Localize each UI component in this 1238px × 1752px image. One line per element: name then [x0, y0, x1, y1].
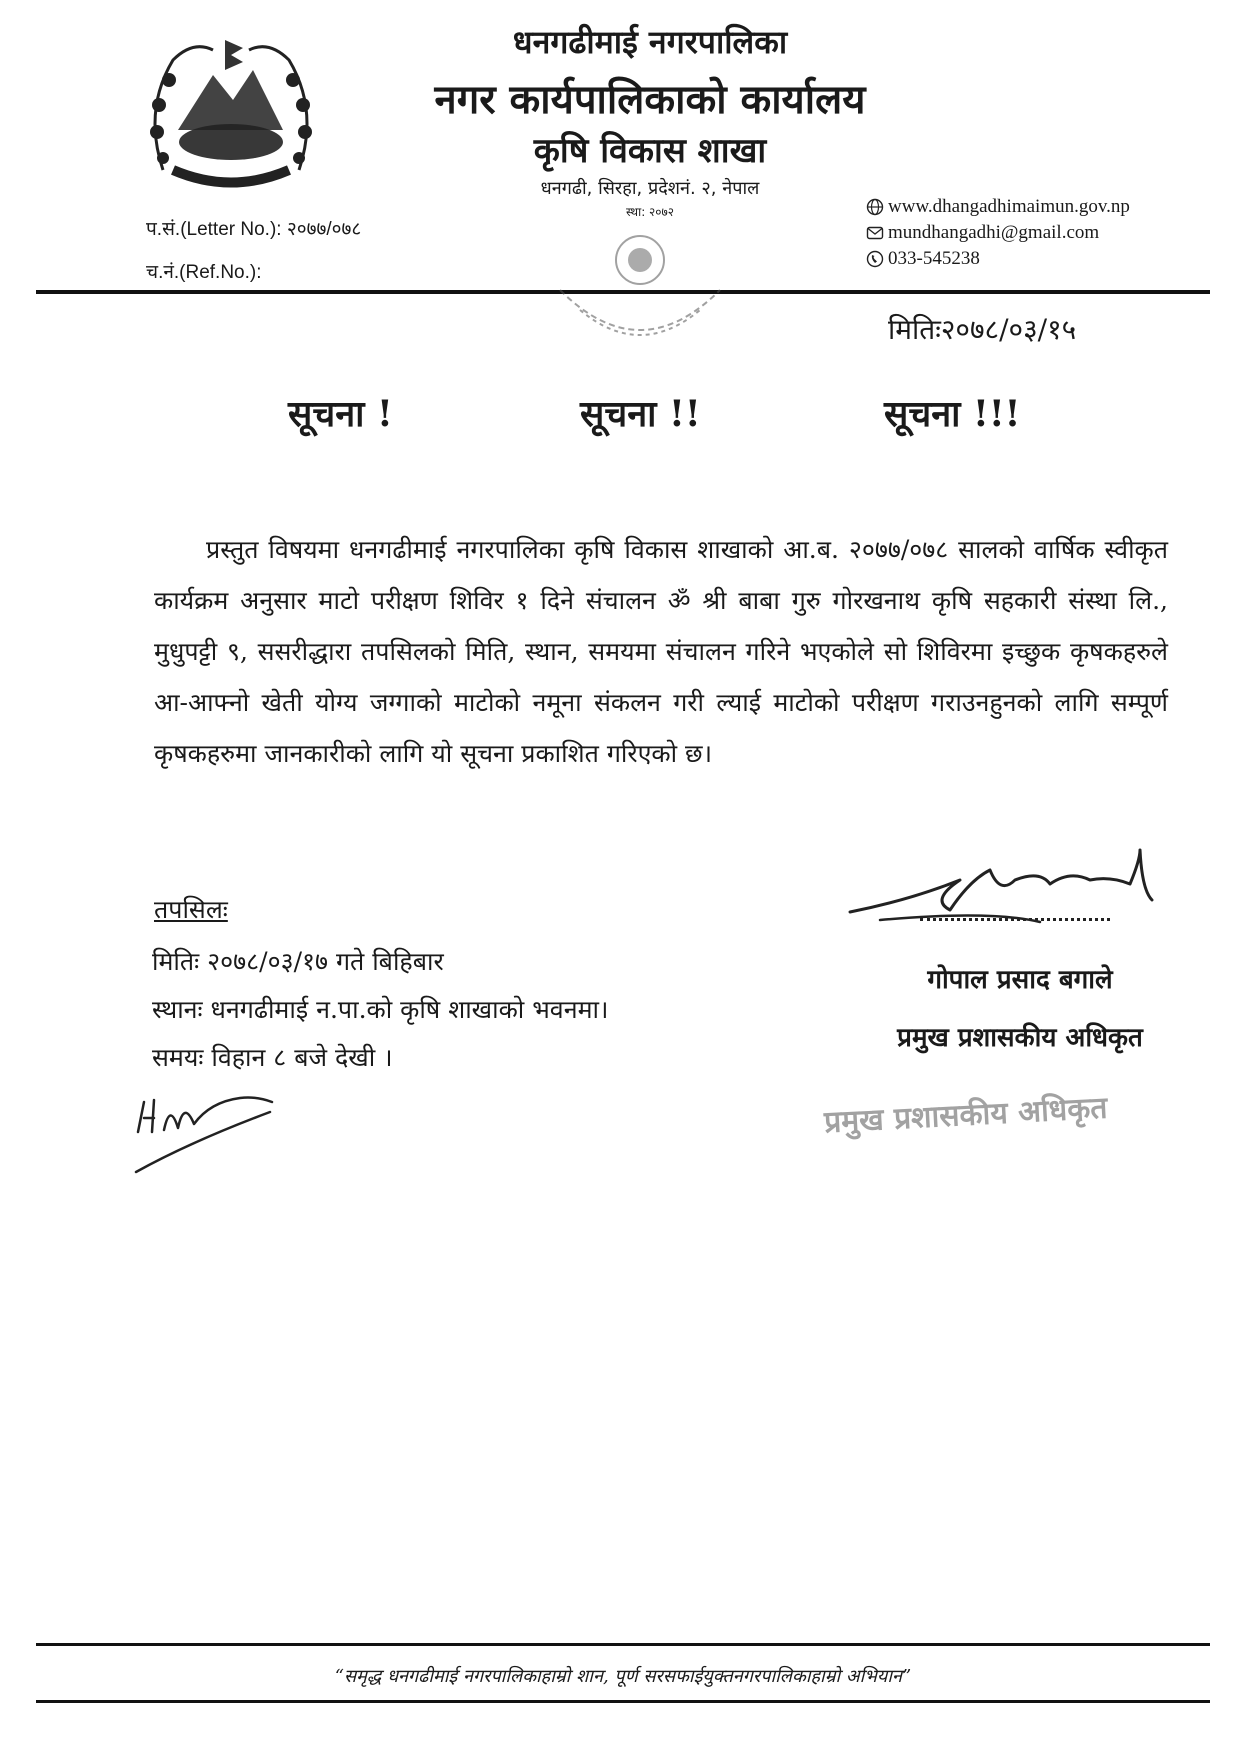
notice-heading-2: सूचना !! — [580, 393, 701, 435]
globe-icon — [866, 198, 884, 216]
footer-divider-bottom — [36, 1700, 1210, 1703]
letter-number: प.सं.(Letter No.): २०७७/०७८ — [146, 219, 362, 240]
website-link[interactable]: www.dhangadhimaimun.gov.np — [888, 196, 1130, 217]
signatory-title: प्रमुख प्रशासकीय अधिकृत — [897, 1023, 1143, 1053]
notice-body: प्रस्तुत विषयमा धनगढीमाई नगरपालिका कृषि विकास शाखाको आ.ब. २०७७/०७८ सालको वार्षिक स्वीकृत कार्यक्रम अनुसार माटो परीक्षण शिविर १ दिने संचालन ॐ श्री बाबा गुरु गोरखनाथ कृषि सहकारी संस्था लि., मुधुपट्टी ९, ससरीद्धारा तपसिलको मिति, स्थान, समयमा संचालन गरिने भएकोले सो शिविरमा इच्छुक कृषकहरुले आ-आफ्नो खेती योग्य जग्गाको माटोको नमूना संकलन गरी ल्याई माटोको परीक्षण गराउनहुनको लागि सम्पूर्ण कृषकहरुमा जानकारीको लागि यो सूचना प्रकाशित गरिएको छ। — [154, 535, 1168, 768]
branch-name: कृषि विकास शाखा — [533, 131, 767, 171]
reference-number: च.नं.(Ref.No.): — [146, 262, 262, 283]
designation-stamp — [816, 1080, 1116, 1150]
letter-date: मितिः२०७८/०३/१५ — [888, 313, 1077, 346]
municipality-name: धनगढीमाई नगरपालिका — [512, 23, 788, 61]
office-name: नगर कार्यपालिकाको कार्यालय — [434, 76, 866, 123]
footer-slogan: “समृद्ध धनगढीमाई नगरपालिकाहाम्रो शान, पूर्ण सरसफाईयुक्तनगरपालिकाहाम्रो अभियान” — [334, 1666, 912, 1687]
email-link[interactable]: mundhangadhi@gmail.com — [888, 222, 1100, 243]
svg-text:प्रमुख प्रशासकीय अधिकृत: प्रमुख प्रशासकीय अधिकृत — [823, 1090, 1109, 1141]
details-time: समयः विहान ८ बजे देखी । — [152, 1043, 393, 1072]
notice-heading-3: सूचना !!! — [884, 393, 1021, 435]
footer-divider-top — [36, 1643, 1210, 1646]
details-heading: तपसिलः — [154, 895, 228, 924]
website-line — [866, 196, 1130, 218]
officer-signature — [840, 840, 1180, 950]
details-date: मितिः २०७८/०३/१७ गते बिहिबार — [152, 947, 444, 976]
details-place: स्थानः धनगढीमाई न.पा.को कृषि शाखाको भवनमा। — [152, 995, 609, 1024]
signatory-name: गोपाल प्रसाद बगाले — [927, 965, 1113, 995]
notice-heading-1: सूचना ! — [288, 393, 393, 435]
office-address: धनगढी, सिरहा, प्रदेशनं. २, नेपाल — [540, 178, 760, 199]
established-year: स्था: २०७२ — [625, 205, 675, 219]
phone-number: 033-545238 — [888, 248, 980, 269]
office-seal-icon — [540, 220, 740, 380]
phone-line — [866, 248, 980, 270]
phone-icon — [866, 250, 884, 268]
initial-signature — [130, 1082, 290, 1182]
mail-icon — [866, 224, 884, 242]
email-line — [866, 222, 1099, 244]
signature-line — [920, 918, 1110, 921]
